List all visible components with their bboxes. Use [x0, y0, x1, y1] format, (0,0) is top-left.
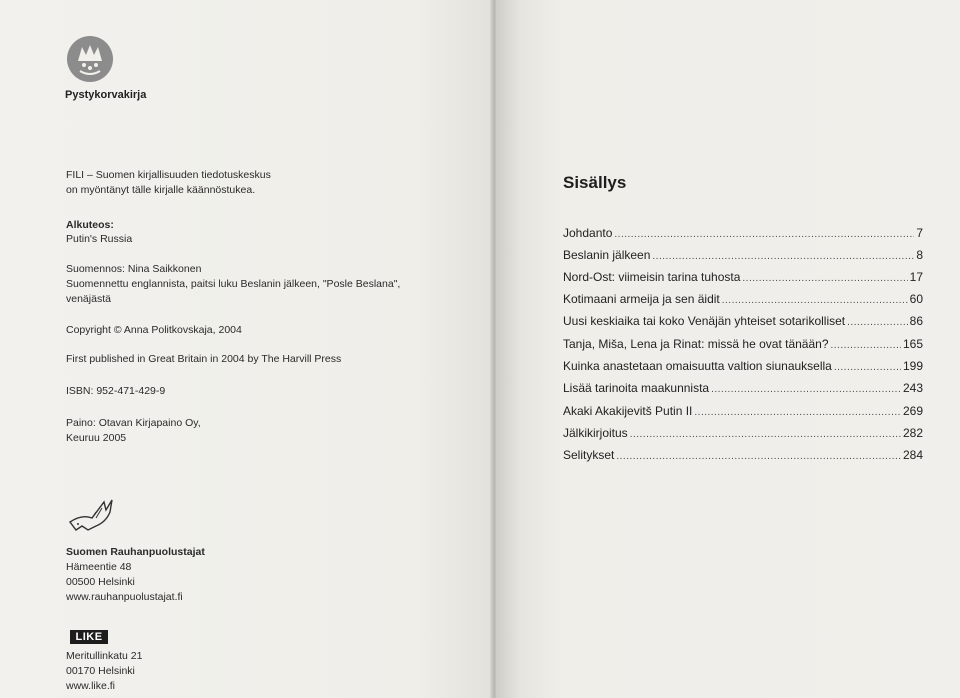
- like-url: www.like.fi: [66, 680, 116, 692]
- isbn: ISBN: 952-471-429-9: [66, 385, 166, 397]
- dove-icon: [66, 496, 116, 538]
- publisher-name: Pystykorvakirja: [65, 89, 147, 101]
- toc-title: Selitykset: [563, 448, 615, 462]
- toc-page: 284: [902, 448, 923, 462]
- toc-row: [563, 381, 923, 399]
- toc-title: Johdanto: [563, 226, 613, 240]
- toc-row: [563, 226, 923, 244]
- toc-leader: [742, 270, 907, 284]
- toc-page: 243: [902, 381, 923, 395]
- toc-row: [563, 404, 923, 422]
- toc-row: [563, 448, 923, 466]
- partner-line: 00500 Helsinki: [66, 576, 135, 588]
- printing-line: Keuruu 2005: [66, 432, 127, 444]
- toc-leader: [616, 448, 901, 462]
- translation-line: Suomennettu englannista, paitsi luku Beslanin jälkeen, "Posle Beslana",: [66, 278, 401, 290]
- like-line: 00170 Helsinki: [66, 665, 135, 677]
- toc-page: 165: [902, 337, 923, 351]
- like-logo: LIKE: [70, 630, 108, 644]
- toc-leader: [630, 426, 901, 440]
- printing-line: Paino: Otavan Kirjapaino Oy,: [66, 417, 201, 429]
- toc-row: [563, 270, 923, 288]
- toc-page: 7: [916, 226, 923, 240]
- toc-row: [563, 314, 923, 332]
- original-label: Alkuteos:: [66, 219, 114, 231]
- toc-page: 8: [916, 248, 923, 262]
- toc-leader: [831, 337, 901, 351]
- partner-name: Suomen Rauhanpuolustajat: [66, 546, 205, 558]
- toc-page: 269: [902, 404, 923, 418]
- toc-title: Kuinka anastetaan omaisuutta valtion siunauksella: [563, 359, 832, 373]
- grant-line: FILI – Suomen kirjallisuuden tiedotuskeskus: [66, 169, 271, 181]
- toc-title: Uusi keskiaika tai koko Venäjän yhteiset sotarikolliset: [563, 314, 846, 328]
- toc-leader: [694, 404, 901, 418]
- toc-row: [563, 337, 923, 355]
- grant-line: on myöntänyt tälle kirjalle käännöstukea.: [66, 184, 256, 196]
- toc-title: Tanja, Miša, Lena ja Rinat: missä he ovat tänään?: [563, 337, 829, 351]
- publisher-logo-icon: [66, 35, 114, 83]
- toc-title: Akaki Akakijevitš Putin II: [563, 404, 693, 418]
- toc-row: [563, 248, 923, 266]
- toc-title: Nord-Ost: viimeisin tarina tuhosta: [563, 270, 741, 284]
- partner-line: Hämeentie 48: [66, 561, 132, 573]
- toc-page: 60: [909, 292, 923, 306]
- first-published: First published in Great Britain in 2004 by The Harvill Press: [66, 353, 342, 365]
- toc-heading: Sisällys: [563, 173, 627, 192]
- toc-page: 86: [909, 314, 923, 328]
- toc-title: Lisää tarinoita maakunnista: [563, 381, 710, 395]
- toc-leader: [711, 381, 901, 395]
- toc-row: [563, 359, 923, 377]
- toc-leader: [834, 359, 901, 373]
- toc-title: Beslanin jälkeen: [563, 248, 651, 262]
- toc-page: 282: [902, 426, 923, 440]
- translation-line: venäjästä: [66, 293, 111, 305]
- original-title: Putin's Russia: [66, 233, 133, 245]
- toc-page: 199: [902, 359, 923, 373]
- partner-url: www.rauhanpuolustajat.fi: [66, 591, 183, 603]
- like-line: Meritullinkatu 21: [66, 650, 143, 662]
- toc-row: [563, 292, 923, 310]
- toc-page: 17: [909, 270, 923, 284]
- toc-title: Kotimaani armeija ja sen äidit: [563, 292, 720, 306]
- toc-leader: [652, 248, 914, 262]
- toc-title: Jälkikirjoitus: [563, 426, 628, 440]
- toc-leader: [722, 292, 908, 306]
- translation-line: Suomennos: Nina Saikkonen: [66, 263, 202, 275]
- toc-leader: [847, 314, 908, 328]
- copyright: Copyright © Anna Politkovskaja, 2004: [66, 324, 242, 336]
- toc-row: [563, 426, 923, 444]
- toc-leader: [614, 226, 914, 240]
